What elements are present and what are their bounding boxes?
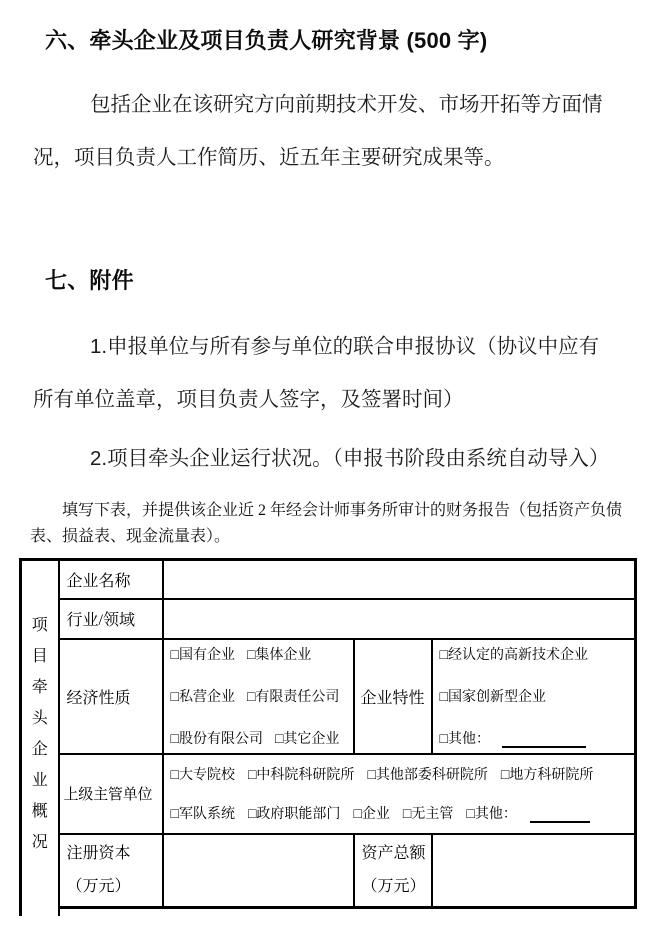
registered-capital-unit: （万元） xyxy=(66,878,131,896)
total-assets-value[interactable] xyxy=(432,834,636,908)
checkbox-limited-liability[interactable]: □有限责任公司 xyxy=(246,690,340,705)
checkbox-cas-institute[interactable]: □中科院科研院所 xyxy=(247,768,355,783)
checkbox-college[interactable]: □大专院校 xyxy=(170,768,235,783)
checkbox-other-enterprise[interactable]: □其它企业 xyxy=(274,732,340,747)
checkbox-joint-stock[interactable]: □股份有限公司 xyxy=(170,732,263,747)
table-row xyxy=(21,599,636,639)
checkbox-state-owned[interactable]: □国有企业 xyxy=(170,648,235,663)
table-row xyxy=(21,834,636,908)
registered-capital-title: 注册资本 xyxy=(66,845,131,863)
side-char: 企 xyxy=(31,740,48,758)
checkbox-ministry-institute[interactable]: □其他部委科研院所 xyxy=(367,768,488,783)
checkbox-government-dept[interactable]: □政府职能部门 xyxy=(247,807,341,822)
industry-label: 行业/领域 xyxy=(59,599,163,639)
other-supervisor-blank-line[interactable] xyxy=(530,808,590,823)
superior-unit-options xyxy=(163,754,636,834)
side-char: 牵 xyxy=(31,678,48,696)
total-assets-title: 资产总额 xyxy=(361,845,426,863)
table-row xyxy=(21,754,636,834)
side-label-vertical-text xyxy=(22,618,58,851)
checkbox-other-feature[interactable]: □其他： xyxy=(439,732,490,747)
side-char: 业 xyxy=(31,771,48,789)
table-row xyxy=(21,639,636,754)
industry-value[interactable] xyxy=(163,599,636,639)
checkbox-no-supervisor[interactable]: □无主管 xyxy=(402,807,454,822)
checkbox-military[interactable]: □军队系统 xyxy=(170,807,235,822)
table-side-label xyxy=(21,560,59,908)
other-feature-blank-line[interactable] xyxy=(502,733,586,748)
side-char: 概 xyxy=(31,802,48,820)
side-char: 目 xyxy=(31,647,48,665)
attachment-item-1: 1.申报单位与所有参与单位的联合申报协议（协议中应有所有单位盖章，项目负责人签字，及签署时间） xyxy=(33,335,600,411)
checkbox-other-supervisor[interactable]: □其他： xyxy=(466,807,517,822)
attachment-item-2: 2.项目牵头企业运行状况。（申报书阶段由系统自动导入） xyxy=(90,447,610,470)
checkbox-high-tech-certified[interactable]: □经认定的高新技术企业 xyxy=(439,648,588,663)
economic-nature-options xyxy=(163,639,354,754)
checkbox-enterprise[interactable]: □企业 xyxy=(353,807,390,822)
economic-nature-label: 经济性质 xyxy=(59,639,163,754)
section-7-heading: 七、附件 xyxy=(45,268,134,293)
enterprise-feature-label: 企业特性 xyxy=(354,639,432,754)
table-instruction-note: 填写下表，并提供该企业近 2 年经会计师事务所审计的财务报告（包括资产负债表、损益表、现金流量表）。 xyxy=(30,502,623,545)
side-char: 项 xyxy=(31,616,48,634)
table-continuation-lines xyxy=(19,908,60,916)
company-name-label: 企业名称 xyxy=(59,560,163,599)
enterprise-feature-options xyxy=(432,639,636,754)
section-6-heading: 六、牵头企业及项目负责人研究背景 (500 字) xyxy=(45,28,488,53)
checkbox-private[interactable]: □私营企业 xyxy=(170,690,235,705)
registered-capital-value[interactable] xyxy=(163,834,354,908)
side-char: 况 xyxy=(31,833,48,851)
checkbox-local-institute[interactable]: □地方科研院所 xyxy=(500,768,594,783)
checkbox-national-innovative[interactable]: □国家创新型企业 xyxy=(439,690,546,705)
section-6-body: 包括企业在该研究方向前期技术开发、市场开拓等方面情况，项目负责人工作简历、近五年主要研究成果等。 xyxy=(33,93,603,169)
total-assets-label xyxy=(354,834,432,908)
company-name-value[interactable] xyxy=(163,560,636,599)
superior-unit-label: 上级主管单位 xyxy=(59,754,163,834)
company-overview-table xyxy=(19,558,636,909)
company-overview-grid xyxy=(19,558,637,909)
side-char: 头 xyxy=(31,709,48,727)
table-row xyxy=(21,560,636,599)
total-assets-unit: （万元） xyxy=(361,878,426,896)
registered-capital-label xyxy=(59,834,163,908)
checkbox-collective[interactable]: □集体企业 xyxy=(246,648,312,663)
